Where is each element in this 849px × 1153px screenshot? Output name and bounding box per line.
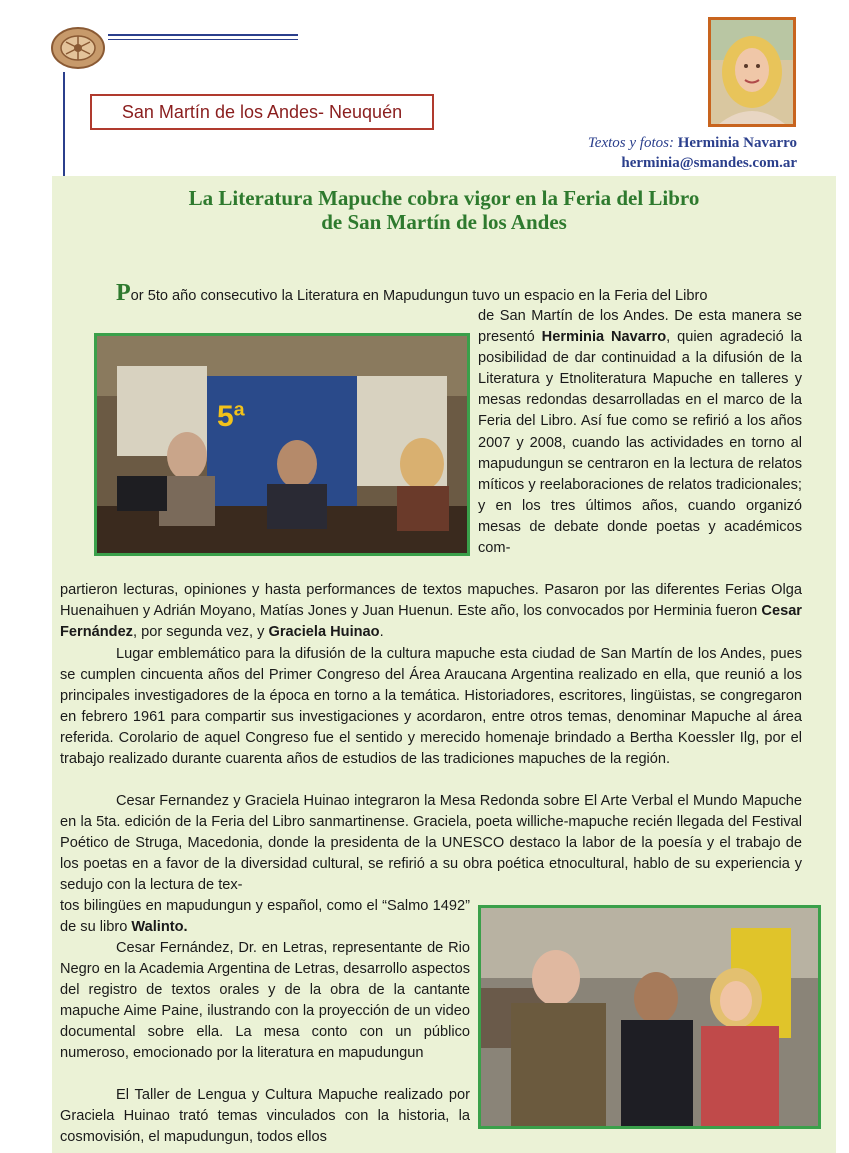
paragraph-5: El Taller de Lengua y Cultura Mapuche realizado por Graciela Huinao trató temas vinculados con la historia, la cosmovisión, el mapudungun, todos ellos xyxy=(60,1087,470,1146)
participants-photo xyxy=(478,905,821,1129)
paragraph-2: Lugar emblemático para la difusión de la cultura mapuche esta ciudad de San Martín de los Andes, pues se cumplen cincuenta años del Primer Congreso del Área Araucana Argentina realizado en ella, que reunió a los principales investigadores de la época en torno a la temática. Historiadores, escritores, lingüistas, se congregaron en febrero 1961 para compartir sus investigaciones y acordaron, entre otros temas, denominar Mapuche al área referida. Corolario de aquel Congreso fue el sentido y merecido homenaje brindado a Bertha Koessler Ilg, por el trabajo realizado durante cuarenta años de estudios de las tradiciones mapuches de la región. xyxy=(60,646,802,768)
paragraph-1-first-line: Por 5to año consecutivo la Literatura en Mapudungun tuvo un espacio en la Feria del Libro xyxy=(116,280,708,306)
paragraph-4: Cesar Fernández, Dr. en Letras, representante de Rio Negro en la Academia Argentina de Letras, desarrollo aspectos del registro de textos orales y de la obra de la cantante mapuche Aime Paine, ilustrando con la proyección de un video documental sobre ella. La mesa conto con un público numeroso, emocionado por la literatura en mapudungun xyxy=(60,940,470,1062)
article-title xyxy=(52,186,836,234)
author-photo xyxy=(708,17,796,127)
header-rule xyxy=(108,34,298,36)
author-name: Herminia Navarro xyxy=(677,135,797,151)
title-line-2: de San Martín de los Andes xyxy=(321,210,567,234)
guest-1-name: Cesar Fernández xyxy=(60,603,802,641)
guest-2-name: Graciela Huinao xyxy=(268,624,380,641)
credits xyxy=(588,133,797,173)
author-email[interactable]: herminia@smandes.com.ar xyxy=(621,155,797,171)
book-fair-panel-photo xyxy=(94,333,470,556)
paragraph-1-beside-photo: de San Martín de los Andes. De esta manera se presentó Herminia Navarro, quien agradeció la posibilidad de dar continuidad a la difusión de la Literatura y Etnoliteratura Mapuche en talleres y mesas redondas desarrolladas en el marco de la Feria del Libro. Así fue como se refirió a los años 2007 y 2008, cuando las actividades en torno al mapudungun se centraron en la lectura de relatos míticos y reelaboraciones de relatos tradicionales; y en los tres últimos años, cuando organizó mesas de debate donde poetas y académicos com- xyxy=(478,308,802,557)
title-line-1: La Literatura Mapuche cobra vigor en la Feria del Libro xyxy=(188,186,700,210)
location-label: San Martín de los Andes- Neuquén xyxy=(90,94,434,130)
paragraph-3: Cesar Fernandez y Graciela Huinao integraron la Mesa Redonda sobre El Arte Verbal el Mundo Mapuche en la 5ta. edición de la Feria del Libro sanmartinense. Graciela, poeta williche-mapuche recién llegada del Festival Poético de Struga, Macedonia, donde la presidenta de la UNESCO destaco la labor de la poesía y el trabajo de los poetas en a favor de la diversidad cultural, se refirió a su obra poética etnocultural, hablo de su experiencia y sedujo con la lectura de tex- xyxy=(60,793,802,894)
header-rule-thin xyxy=(108,39,298,40)
paragraph-3-continuation: tos bilingües en mapudungun y español, como el “Salmo 1492” de su libro Walinto. xyxy=(60,898,470,936)
paragraph-1-continuation: partieron lecturas, opiniones y hasta performances de textos mapuches. Pasaron por las diferentes Ferias Olga Huenaihuen y Adrián Moyano, Matías Jones y Juan Huenun. Este año, los convocados por Herminia fueron Cesar Fernández, por segunda vez, y Graciela Huinao. xyxy=(60,582,802,641)
pinecone-logo-icon xyxy=(46,20,110,72)
svg-text:5ª: 5ª xyxy=(217,400,245,433)
author-name-inline: Herminia Navarro xyxy=(541,329,667,346)
book-title: Walinto. xyxy=(131,919,188,936)
credits-label: Textos y fotos: xyxy=(587,135,674,151)
drop-cap: P xyxy=(116,280,131,306)
